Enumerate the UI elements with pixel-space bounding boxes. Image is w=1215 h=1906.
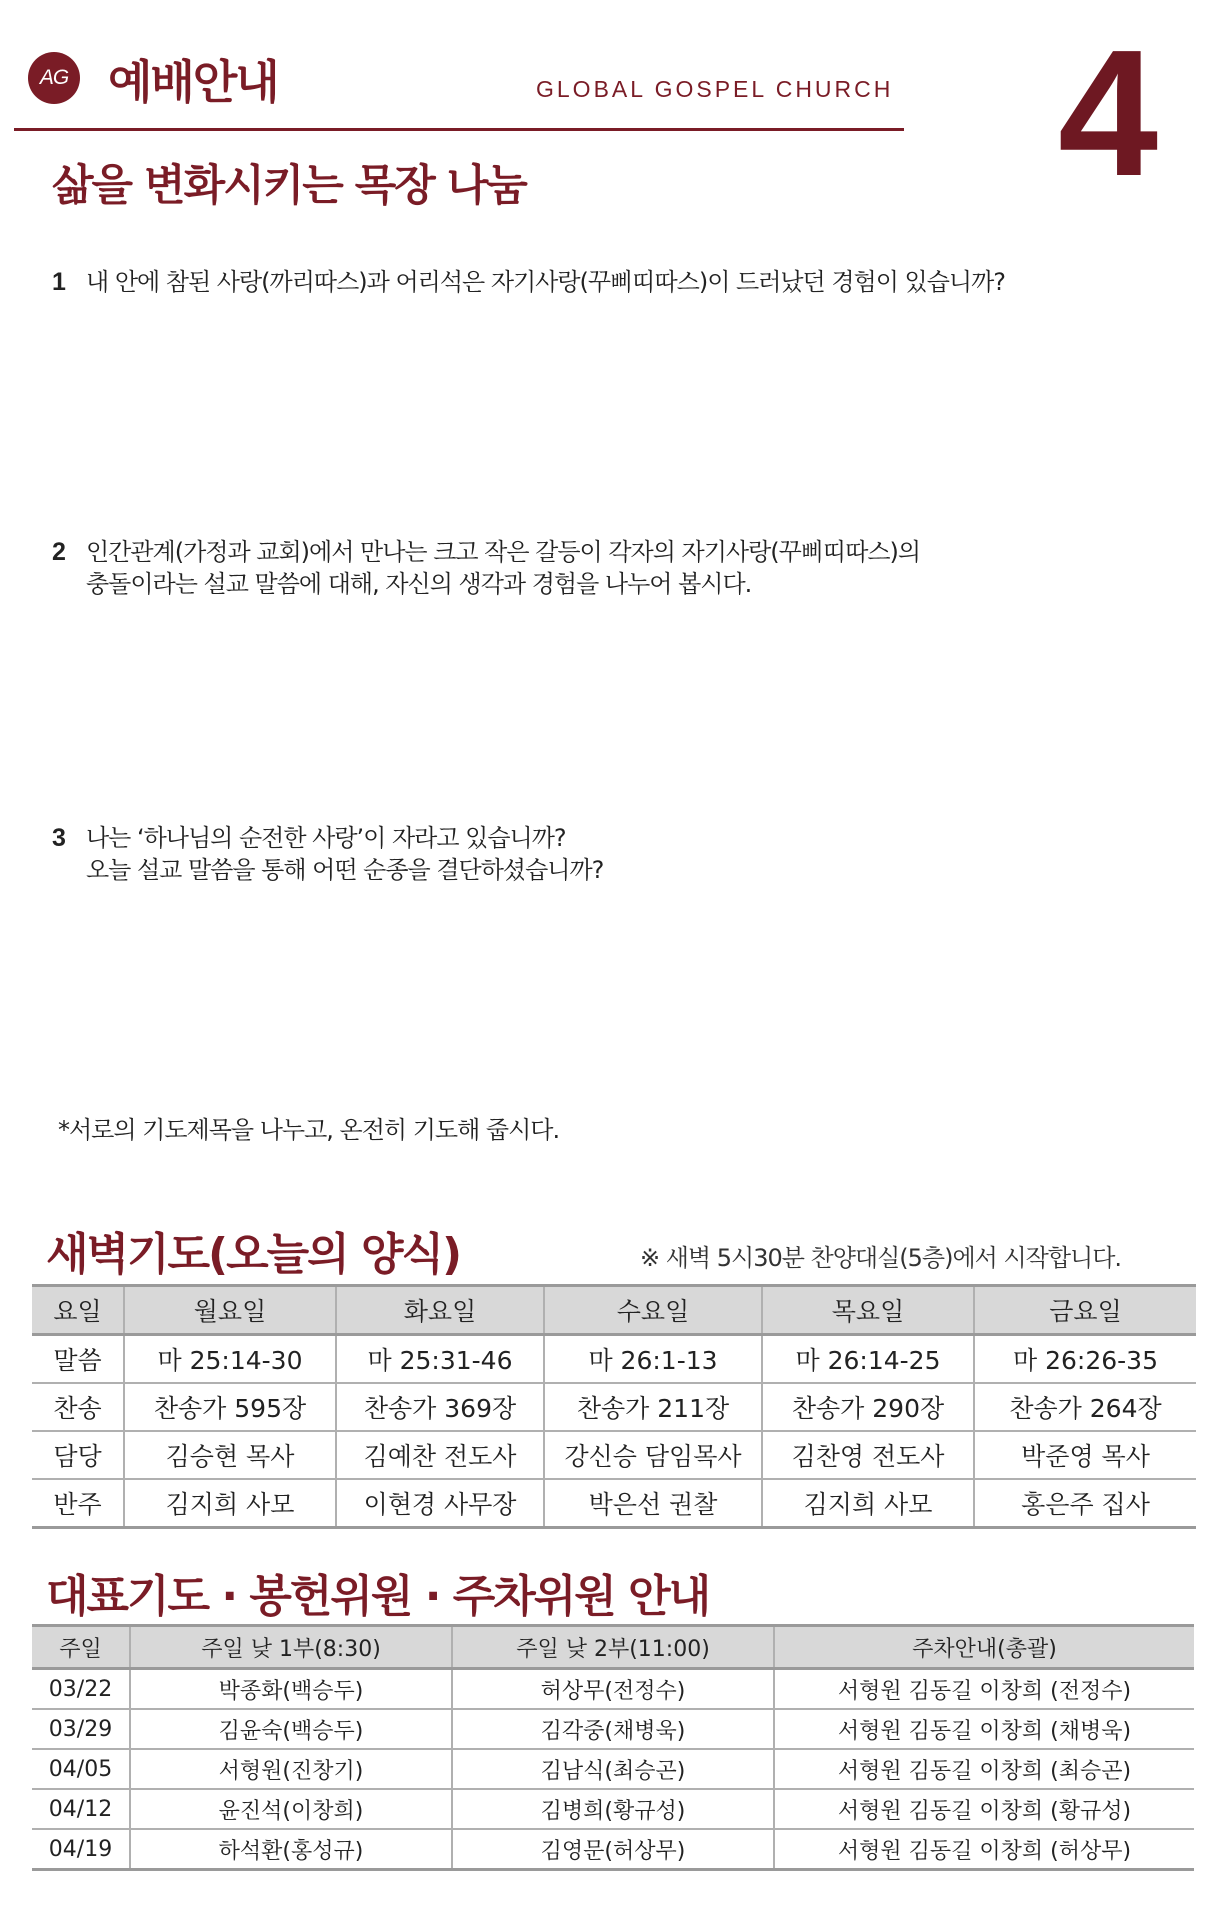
table-cell: 마 25:31-46 bbox=[336, 1335, 544, 1384]
date-cell: 04/19 bbox=[32, 1829, 130, 1870]
table-cell: 김병희(황규성) bbox=[452, 1789, 774, 1829]
row-header: 반주 bbox=[32, 1479, 124, 1528]
table-row bbox=[32, 1479, 1196, 1528]
column-header: 목요일 bbox=[762, 1286, 974, 1335]
table-cell: 김지희 사모 bbox=[762, 1479, 974, 1528]
date-cell: 03/29 bbox=[32, 1709, 130, 1749]
volunteers-table bbox=[32, 1624, 1194, 1871]
question-text: 충돌이라는 설교 말씀에 대해, 자신의 생각과 경험을 나누어 봅시다. bbox=[86, 570, 752, 598]
row-header: 담당 bbox=[32, 1431, 124, 1479]
question-1 bbox=[52, 266, 1005, 298]
column-header: 수요일 bbox=[544, 1286, 762, 1335]
table-cell: 서형원 김동길 이창희 (허상무) bbox=[774, 1829, 1194, 1870]
column-header: 월요일 bbox=[124, 1286, 336, 1335]
table-cell: 마 26:26-35 bbox=[974, 1335, 1196, 1384]
page-subtitle: 삶을 변화시키는 목장 나눔 bbox=[52, 161, 526, 211]
column-header: 주일 낮 1부(8:30) bbox=[130, 1626, 452, 1669]
header-divider bbox=[14, 128, 904, 131]
column-header: 금요일 bbox=[974, 1286, 1196, 1335]
question-text: 오늘 설교 말씀을 통해 어떤 순종을 결단하셨습니까? bbox=[86, 856, 604, 884]
table-cell: 서형원 김동길 이창희 (최승곤) bbox=[774, 1749, 1194, 1789]
table-row bbox=[32, 1383, 1196, 1431]
question-text: 내 안에 참된 사랑(까리따스)과 어리석은 자기사랑(꾸삐띠따스)이 드러났던 경험이 있습니까? bbox=[86, 268, 1006, 296]
table-cell: 김윤숙(백승두) bbox=[130, 1709, 452, 1749]
date-cell: 04/12 bbox=[32, 1789, 130, 1829]
question-number: 2 bbox=[52, 538, 65, 566]
table-cell: 박은선 권찰 bbox=[544, 1479, 762, 1528]
church-name: GLOBAL GOSPEL CHURCH bbox=[536, 76, 894, 102]
column-header: 요일 bbox=[32, 1286, 124, 1335]
row-header: 말씀 bbox=[32, 1335, 124, 1384]
column-header: 주일 bbox=[32, 1626, 130, 1669]
question-number: 1 bbox=[52, 268, 65, 296]
table-cell: 마 26:14-25 bbox=[762, 1335, 974, 1384]
table-cell: 하석환(홍성규) bbox=[130, 1829, 452, 1870]
table-cell: 김승현 목사 bbox=[124, 1431, 336, 1479]
row-header: 찬송 bbox=[32, 1383, 124, 1431]
table-row bbox=[32, 1669, 1194, 1710]
question-text: 나는 ‘하나님의 순전한 사랑’이 자라고 있습니까? bbox=[86, 824, 566, 852]
column-header: 주일 낮 2부(11:00) bbox=[452, 1626, 774, 1669]
table-cell: 김각중(채병욱) bbox=[452, 1709, 774, 1749]
question-3 bbox=[52, 822, 603, 886]
table-cell: 윤진석(이창희) bbox=[130, 1789, 452, 1829]
column-header: 주차안내(총괄) bbox=[774, 1626, 1194, 1669]
table-cell: 서형원(진창기) bbox=[130, 1749, 452, 1789]
table-cell: 박준영 목사 bbox=[974, 1431, 1196, 1479]
table-row bbox=[32, 1829, 1194, 1870]
section-label: 예배안내 bbox=[108, 55, 278, 109]
table-cell: 홍은주 집사 bbox=[974, 1479, 1196, 1528]
dawn-prayer-title: 새벽기도(오늘의 양식) bbox=[46, 1229, 461, 1280]
dawn-prayer-note: ※ 새벽 5시30분 찬양대실(5층)에서 시작합니다. bbox=[640, 1244, 1122, 1272]
table-cell: 찬송가 211장 bbox=[544, 1383, 762, 1431]
table-cell: 찬송가 264장 bbox=[974, 1383, 1196, 1431]
date-cell: 04/05 bbox=[32, 1749, 130, 1789]
table-cell: 서형원 김동길 이창희 (전정수) bbox=[774, 1669, 1194, 1710]
table-cell: 서형원 김동길 이창희 (채병욱) bbox=[774, 1709, 1194, 1749]
church-logo: AG bbox=[28, 52, 80, 104]
column-header: 화요일 bbox=[336, 1286, 544, 1335]
prayer-note: *서로의 기도제목을 나누고, 온전히 기도해 줍시다. bbox=[58, 1116, 560, 1144]
table-row bbox=[32, 1709, 1194, 1749]
table-row bbox=[32, 1431, 1196, 1479]
question-text: 인간관계(가정과 교회)에서 만나는 크고 작은 갈등이 각자의 자기사랑(꾸삐띠따스)의 bbox=[86, 538, 921, 566]
table-cell: 마 25:14-30 bbox=[124, 1335, 336, 1384]
table-header-row bbox=[32, 1286, 1196, 1335]
table-cell: 찬송가 595장 bbox=[124, 1383, 336, 1431]
question-2 bbox=[52, 536, 920, 600]
table-row bbox=[32, 1789, 1194, 1829]
table-cell: 찬송가 290장 bbox=[762, 1383, 974, 1431]
table-row bbox=[32, 1335, 1196, 1384]
page-number: 4 bbox=[1058, 13, 1159, 214]
table-row bbox=[32, 1749, 1194, 1789]
table-cell: 강신승 담임목사 bbox=[544, 1431, 762, 1479]
table-cell: 김지희 사모 bbox=[124, 1479, 336, 1528]
table-cell: 박종화(백승두) bbox=[130, 1669, 452, 1710]
table-cell: 김영문(허상무) bbox=[452, 1829, 774, 1870]
table-cell: 서형원 김동길 이창희 (황규성) bbox=[774, 1789, 1194, 1829]
volunteers-title: 대표기도 · 봉헌위원 · 주차위원 안내 bbox=[46, 1571, 710, 1622]
table-cell: 허상무(전정수) bbox=[452, 1669, 774, 1710]
table-cell: 찬송가 369장 bbox=[336, 1383, 544, 1431]
date-cell: 03/22 bbox=[32, 1669, 130, 1710]
question-number: 3 bbox=[52, 824, 65, 852]
dawn-prayer-table bbox=[32, 1284, 1196, 1529]
table-cell: 김남식(최승곤) bbox=[452, 1749, 774, 1789]
table-cell: 마 26:1-13 bbox=[544, 1335, 762, 1384]
table-cell: 김찬영 전도사 bbox=[762, 1431, 974, 1479]
table-cell: 이현경 사무장 bbox=[336, 1479, 544, 1528]
table-header-row bbox=[32, 1626, 1194, 1669]
table-cell: 김예찬 전도사 bbox=[336, 1431, 544, 1479]
